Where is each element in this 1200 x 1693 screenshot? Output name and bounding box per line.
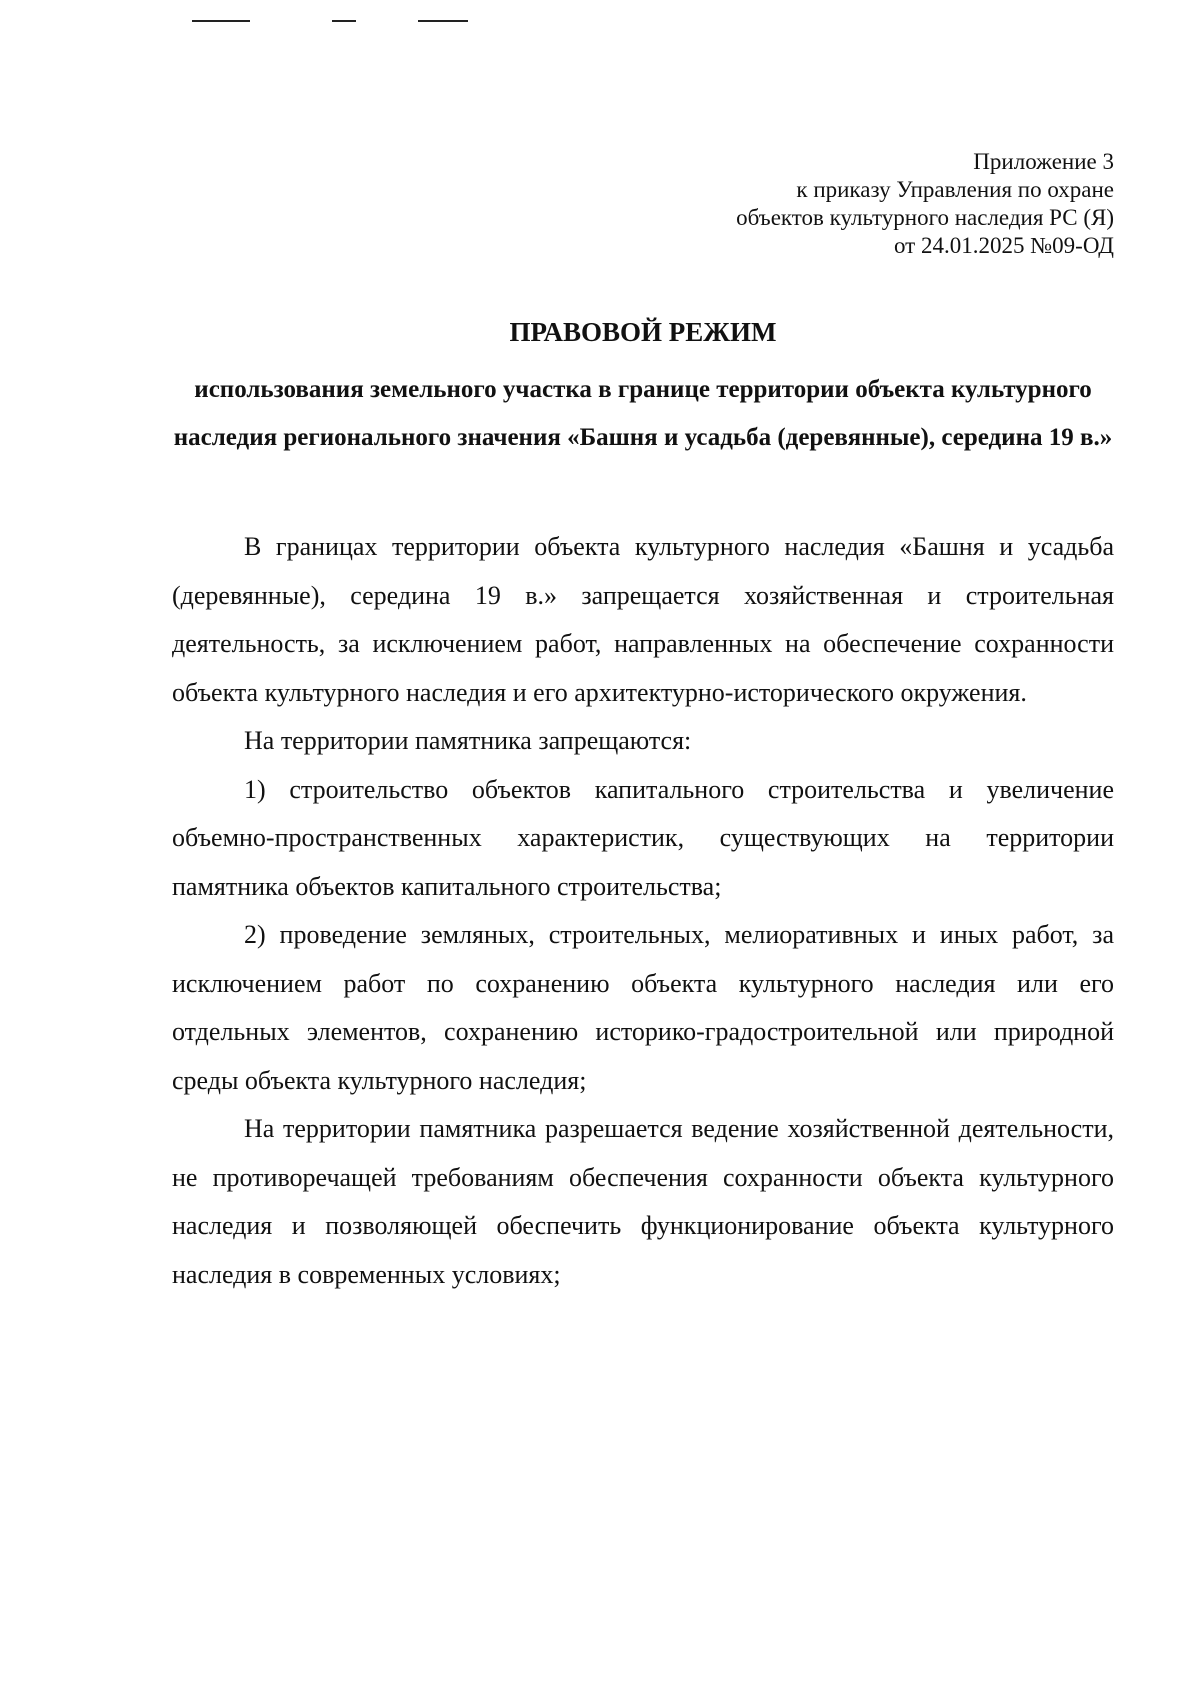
document-title: ПРАВОВОЙ РЕЖИМ: [509, 317, 777, 347]
header-mark: [418, 20, 468, 22]
scan-header-marks: [0, 20, 1200, 24]
body-paragraph: 1) строительство объектов капитального строительства и увеличение объемно-пространственных характеристик, существующих на территории памятника объектов капитального строительства;: [172, 774, 1114, 901]
appendix-line: к приказу Управления по охране: [796, 177, 1114, 202]
appendix-block: [514, 148, 1114, 260]
document-body: [172, 523, 1114, 1299]
header-mark: [192, 20, 250, 22]
appendix-line: объектов культурного наследия РС (Я): [736, 205, 1114, 230]
body-paragraph: 2) проведение земляных, строительных, мелиоративных и иных работ, за исключением работ по сохранению объекта культурного наследия или его отдельных элементов, сохранению историко-градостроительной или природной среды объекта культурного наследия;: [172, 920, 1114, 1095]
title-block: [172, 312, 1114, 462]
body-paragraph: На территории памятника разрешается ведение хозяйственной деятельности, не противоречащей требованиям обеспечения сохранности объекта культурного наследия и позволяющей обеспечить функционирование объекта культурного наследия в современных условиях;: [172, 1114, 1114, 1289]
appendix-line: от 24.01.2025 №09-ОД: [893, 233, 1114, 258]
document-subtitle: использования земельного участка в границе территории объекта культурного наследия регионального значения «Башня и усадьба (деревянные), середина 19 в.»: [173, 376, 1113, 451]
header-mark: [332, 20, 356, 22]
body-paragraph: В границах территории объекта культурного наследия «Башня и усадьба (деревянные), середина 19 в.» запрещается хозяйственная и строительная деятельность, за исключением работ, направленных на обеспечение сохранности объекта культурного наследия и его архитектурно-исторического окружения.: [172, 532, 1114, 707]
body-paragraph: На территории памятника запрещаются:: [244, 726, 692, 755]
appendix-line: Приложение 3: [973, 149, 1114, 174]
